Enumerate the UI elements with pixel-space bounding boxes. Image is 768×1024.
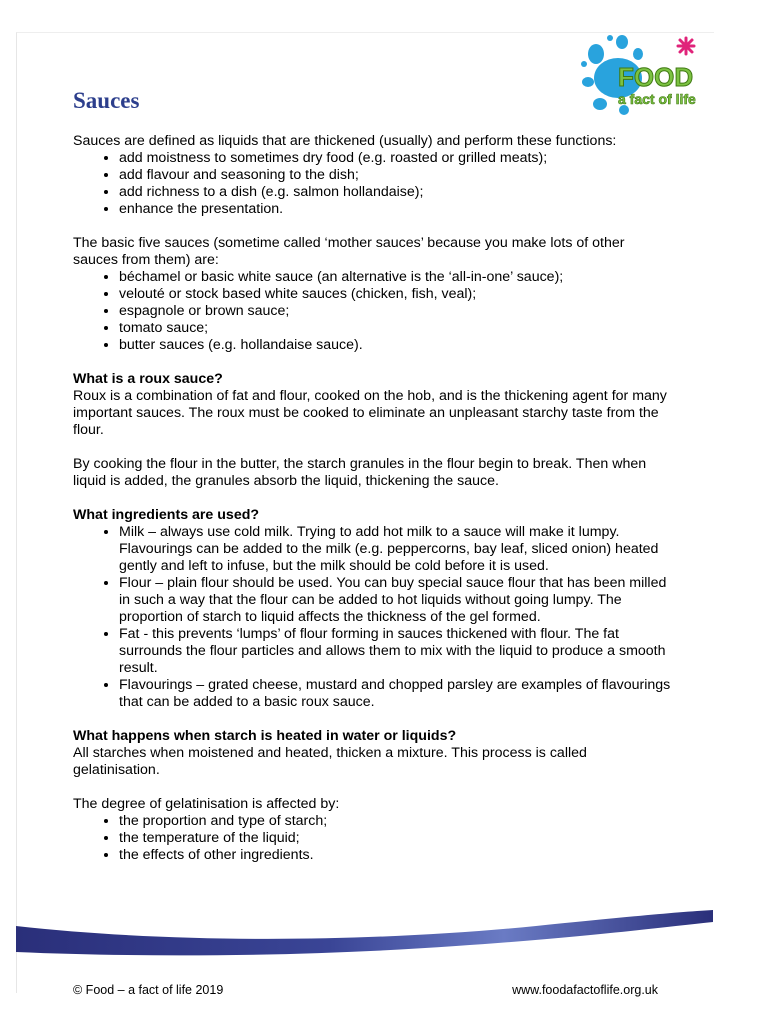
list-item: • the proportion and type of starch; [119, 813, 673, 830]
footer-url[interactable]: www.foodafactoflife.org.uk [512, 983, 658, 997]
roux-paragraph-1: Roux is a combination of fat and flour, cooked on the hob, and is the thickening agent for many important sauces. The roux must be cooked to eliminate an unpleasant starchy taste from the flour. [73, 388, 667, 438]
starch-paragraph-2: The degree of gelatinisation is affected by: [73, 796, 340, 812]
list-item: • béchamel or basic white sauce (an alternative is the ‘all-in-one’ sauce); [119, 269, 673, 286]
footer-wave-decoration [16, 904, 713, 960]
gelatinisation-factors-list [73, 813, 673, 864]
starch-paragraph-1: All starches when moistened and heated, thicken a mixture. This process is called gelatinisation. [73, 745, 587, 778]
mother-sauces-text: The basic five sauces (sometime called ‘mother sauces’ because you make lots of other sauces from them) are: [73, 235, 625, 268]
list-item: • Milk – always use cold milk. Trying to add hot milk to a sauce will make it lumpy. Flavourings can be added to the milk (e.g. peppercorns, bay leaf, sliced onion) heated gently and left to infuse, but the milk should be cold before it is used. [119, 524, 673, 575]
document-body [73, 133, 673, 864]
functions-list [73, 150, 673, 218]
list-item: • Flour – plain flour should be used. You can buy special sauce flour that has been milled in such a way that the flour can be added to hot liquids without going lumpy. The proportion of starch to liquid affects the thickness of the gel formed. [119, 575, 673, 626]
list-item: • add moistness to sometimes dry food (e.g. roasted or grilled meats); [119, 150, 673, 167]
list-item: • Fat - this prevents ‘lumps’ of flour forming in sauces thickened with flour. The fat surrounds the flour particles and allows them to mix with the liquid to produce a smooth result. [119, 626, 673, 677]
food-a-fact-of-life-logo [580, 34, 710, 118]
logo-word: FOOD [618, 62, 694, 92]
intro-text: Sauces are defined as liquids that are thickened (usually) and perform these functions: [73, 133, 617, 149]
list-item: • add richness to a dish (e.g. salmon hollandaise); [119, 184, 673, 201]
list-item: • espagnole or brown sauce; [119, 303, 673, 320]
list-item: • Flavourings – grated cheese, mustard and chopped parsley are examples of flavourings that can be added to a basic roux sauce. [119, 677, 673, 711]
list-item: • butter sauces (e.g. hollandaise sauce). [119, 337, 673, 354]
ingredients-list [73, 524, 673, 711]
footer-copyright: © Food – a fact of life 2019 [73, 983, 224, 997]
list-item: • tomato sauce; [119, 320, 673, 337]
mother-sauces-list [73, 269, 673, 354]
roux-paragraph-2: By cooking the flour in the butter, the starch granules in the flour begin to break. Then when liquid is added, the granules absorb the liquid, thickening the sauce. [73, 456, 647, 489]
list-item: • velouté or stock based white sauces (chicken, fish, veal); [119, 286, 673, 303]
ingredients-heading: What ingredients are used? [73, 507, 260, 523]
logo-tagline: a fact of life [618, 91, 696, 107]
list-item: • the temperature of the liquid; [119, 830, 673, 847]
list-item: • enhance the presentation. [119, 201, 673, 218]
roux-heading: What is a roux sauce? [73, 371, 223, 387]
starch-heading: What happens when starch is heated in water or liquids? [73, 728, 457, 744]
list-item: • the effects of other ingredients. [119, 847, 673, 864]
list-item: • add flavour and seasoning to the dish; [119, 167, 673, 184]
page-title: Sauces [73, 88, 140, 113]
